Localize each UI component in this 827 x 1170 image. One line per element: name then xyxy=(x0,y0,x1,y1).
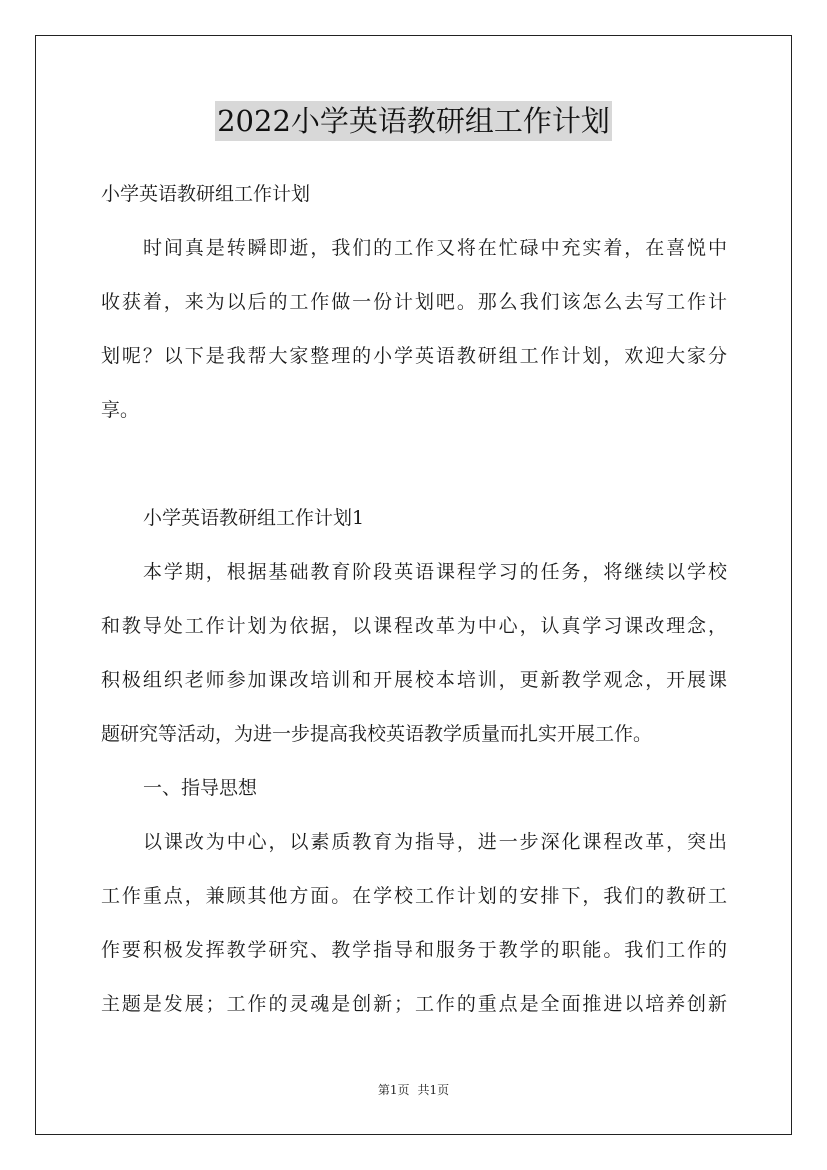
page-number-current: 第1页 xyxy=(377,1083,410,1097)
paragraph-line: 收获着，来为以后的工作做一份计划吧。那么我们该怎么去写工作计 xyxy=(101,291,727,313)
paragraph-line: 本学期，根据基础教育阶段英语课程学习的任务，将继续以学校 xyxy=(143,561,727,583)
paragraph-line: 积极组织老师参加课改培训和开展校本培训，更新教学观念，开展课 xyxy=(101,669,727,691)
paragraph-line: 划呢？以下是我帮大家整理的小学英语教研组工作计划，欢迎大家分 xyxy=(101,345,727,367)
section-heading-guiding-thought: 一、指导思想 xyxy=(143,777,258,799)
paragraph-line: 题研究等活动，为进一步提高我校英语教学质量而扎实开展工作。 xyxy=(101,723,653,745)
paragraph-line: 享。 xyxy=(101,399,140,421)
document-title: 2022小学英语教研组工作计划 xyxy=(215,101,612,141)
paragraph-line: 工作重点，兼顾其他方面。在学校工作计划的安排下，我们的教研工 xyxy=(101,885,727,907)
section-heading-plan-1: 小学英语教研组工作计划1 xyxy=(143,507,365,529)
paragraph-line: 以课改为中心，以素质教育为指导，进一步深化课程改革，突出 xyxy=(143,831,727,853)
paragraph-line: 和教导处工作计划为依据，以课程改革为中心，认真学习课改理念， xyxy=(101,615,727,637)
page-footer xyxy=(0,1082,827,1098)
paragraph-line: 主题是发展；工作的灵魂是创新；工作的重点是全面推进以培养创新 xyxy=(101,993,727,1015)
paragraph-line: 作要积极发挥教学研究、教学指导和服务于教学的职能。我们工作的 xyxy=(101,939,727,961)
section-heading-intro: 小学英语教研组工作计划 xyxy=(101,183,311,205)
page-number-total: 共1页 xyxy=(417,1083,450,1097)
title-container xyxy=(0,101,827,141)
paragraph-line: 时间真是转瞬即逝，我们的工作又将在忙碌中充实着，在喜悦中 xyxy=(143,237,727,259)
